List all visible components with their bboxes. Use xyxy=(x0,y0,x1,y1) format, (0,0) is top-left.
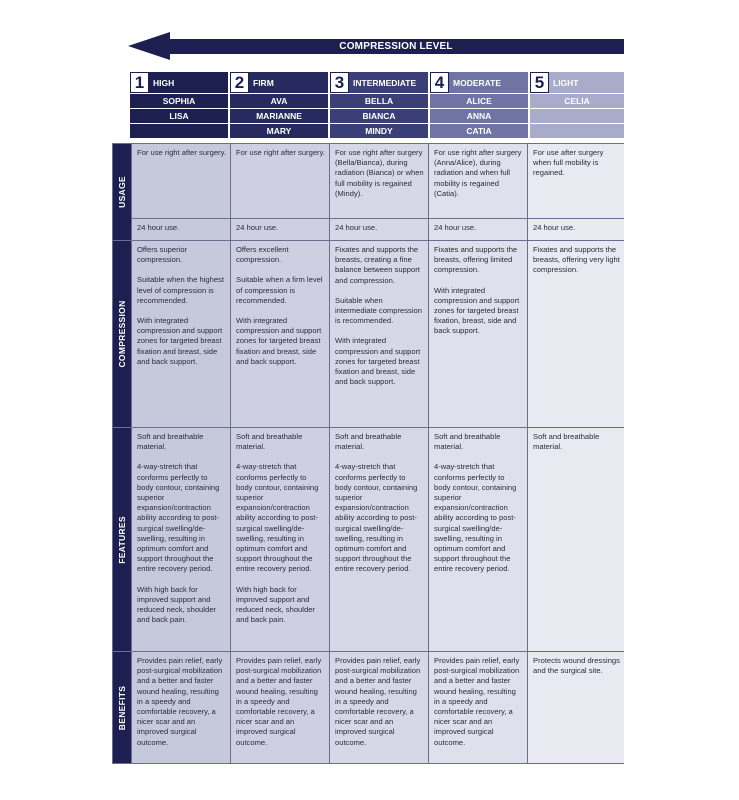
compression-row xyxy=(113,241,623,428)
product-name: SOPHIA xyxy=(130,94,230,108)
features-cell xyxy=(428,428,527,651)
row-label-compression: COMPRESSION xyxy=(113,241,131,427)
features-cell xyxy=(527,428,624,651)
cell-paragraph: Fixates and supports the breasts, offering very light compression. xyxy=(533,245,620,275)
features-cell xyxy=(230,428,329,651)
level-number: 2 xyxy=(230,72,249,93)
arrow-left-icon xyxy=(128,32,170,60)
usage-row xyxy=(113,144,623,241)
usage-text: For use right after surgery. xyxy=(137,148,226,157)
product-names-row xyxy=(130,94,624,108)
benefits-cell xyxy=(428,652,527,763)
product-name: AVA xyxy=(230,94,330,108)
cell-paragraph: Provides pain relief, early post-surgical mobilization and a better and faster wound healing, resulting in a speedy and comfortable recovery, a nicer scar and an improved surgical outcome. xyxy=(236,656,322,747)
product-name: ANNA xyxy=(430,109,530,123)
usage-duration: 24 hour use. xyxy=(330,218,428,240)
product-name xyxy=(530,124,624,138)
cell-paragraph: Provides pain relief, early post-surgical mobilization and a better and faster wound healing, resulting in a speedy and comfortable recovery, a nicer scar and an improved surgical outcome. xyxy=(335,656,421,747)
cell-paragraph: With integrated compression and support zones for targeted breast fixation and breast, side and back support. xyxy=(236,316,322,366)
compression-cell xyxy=(230,241,329,427)
cell-paragraph: Provides pain relief, early post-surgical mobilization and a better and faster wound healing, resulting in a speedy and comfortable recovery, a nicer scar and an improved surgical outcome. xyxy=(137,656,223,747)
level-label: MODERATE xyxy=(453,77,502,88)
level-grid xyxy=(130,72,624,138)
product-name xyxy=(530,109,624,123)
compression-cell xyxy=(131,241,230,427)
level-4-header xyxy=(430,72,530,93)
usage-cell xyxy=(230,144,329,240)
level-label: INTERMEDIATE xyxy=(353,77,417,88)
row-label-usage: USAGE xyxy=(113,144,131,240)
cell-paragraph: 4-way-stretch that conforms perfectly to body contour, containing superior expansion/contraction ability according to post-surgical swelling/de-swelling, resulting in optimum comfort and support throughout the entire recovery period. xyxy=(335,462,418,574)
row-label-benefits: BENEFITS xyxy=(113,652,131,763)
usage-text: For use after surgery when full mobility is regained. xyxy=(533,148,604,178)
level-label: HIGH xyxy=(153,77,175,88)
product-name: MARIANNE xyxy=(230,109,330,123)
compression-level-arrow xyxy=(128,32,624,60)
cell-paragraph: Suitable when intermediate compression is recommended. xyxy=(335,295,422,326)
cell-paragraph: Suitable when the highest level of compression is recommended. xyxy=(137,275,224,305)
product-name: CATIA xyxy=(430,124,530,138)
product-comparison-table xyxy=(112,143,624,764)
product-name: BIANCA xyxy=(330,109,430,123)
level-1-header xyxy=(130,72,230,93)
cell-paragraph: Provides pain relief, early post-surgical mobilization and a better and faster wound healing, resulting in a speedy and comfortable recovery, a nicer scar and an improved surgical outcome. xyxy=(434,656,520,747)
usage-duration: 24 hour use. xyxy=(429,218,527,240)
cell-paragraph: 4-way-stretch that conforms perfectly to body contour, containing superior expansion/contraction ability according to post-surgical swelling/de-swelling, resulting in optimum comfort and support throughout the entire recovery period. xyxy=(236,462,319,574)
cell-paragraph: Suitable when a firm level of compression is recommended. xyxy=(236,275,323,305)
product-name: CELIA xyxy=(530,94,624,108)
cell-paragraph: With integrated compression and support zones for targeted breast fixation and breast, side and back support. xyxy=(335,336,421,387)
benefits-cell xyxy=(131,652,230,763)
product-name: LISA xyxy=(130,109,230,123)
cell-paragraph: 4-way-stretch that conforms perfectly to body contour, containing superior expansion/contraction ability according to post-surgical swelling/de-swelling, resulting in optimum comfort and support throughout the entire recovery period. xyxy=(137,462,220,574)
usage-duration: 24 hour use. xyxy=(528,218,624,240)
usage-cell xyxy=(527,144,624,240)
cell-paragraph: Fixates and supports the breasts, creating a fine balance between support and compression. xyxy=(335,245,420,285)
usage-duration: 24 hour use. xyxy=(231,218,329,240)
usage-duration: 24 hour use. xyxy=(132,218,230,240)
cell-paragraph: Offers superior compression. xyxy=(137,245,188,265)
level-number: 1 xyxy=(130,72,149,93)
usage-text: For use right after surgery (Bella/Bianca), during radiation (Bianca) or when full mobility is regained (Mindy). xyxy=(335,148,424,198)
usage-cell xyxy=(329,144,428,240)
cell-paragraph: Soft and breathable material. xyxy=(434,432,501,452)
compression-level-title: COMPRESSION LEVEL xyxy=(168,39,624,54)
cell-paragraph: With high back for improved support and reduced neck, shoulder and back pain. xyxy=(137,584,216,625)
level-number: 3 xyxy=(330,72,349,93)
row-label-features: FEATURES xyxy=(113,428,131,651)
level-label: FIRM xyxy=(253,77,274,88)
features-cell xyxy=(131,428,230,651)
benefits-row xyxy=(113,652,623,763)
product-name xyxy=(130,124,230,138)
level-5-header xyxy=(530,72,624,93)
features-row xyxy=(113,428,623,652)
cell-paragraph: Soft and breathable material. xyxy=(335,432,402,452)
cell-paragraph: With integrated compression and support zones for targeted breast fixation and breast, side and back support. xyxy=(137,316,223,366)
product-name: MARY xyxy=(230,124,330,138)
usage-cell xyxy=(428,144,527,240)
level-number: 4 xyxy=(430,72,449,93)
benefits-cell xyxy=(527,652,624,763)
level-3-header xyxy=(330,72,430,93)
cell-paragraph: Fixates and supports the breasts, offering limited compression. xyxy=(434,245,518,275)
benefits-cell xyxy=(230,652,329,763)
product-name: ALICE xyxy=(430,94,530,108)
product-names-row xyxy=(130,124,624,138)
cell-paragraph: With high back for improved support and reduced neck, shoulder and back pain. xyxy=(236,584,315,625)
level-header-row xyxy=(130,72,624,93)
product-name: MINDY xyxy=(330,124,430,138)
cell-paragraph: Protects wound dressings and the surgical site. xyxy=(533,656,620,676)
product-name: BELLA xyxy=(330,94,430,108)
level-number: 5 xyxy=(530,72,549,93)
cell-paragraph: Soft and breathable material. xyxy=(236,432,303,452)
level-label: LIGHT xyxy=(553,77,579,88)
level-2-header xyxy=(230,72,330,93)
product-names-row xyxy=(130,109,624,123)
compression-cell xyxy=(329,241,428,427)
benefits-cell xyxy=(329,652,428,763)
compression-cell xyxy=(527,241,624,427)
usage-text: For use right after surgery (Anna/Alice), during radiation and when full mobility is regained (Catia). xyxy=(434,148,522,198)
usage-text: For use right after surgery. xyxy=(236,148,325,157)
usage-cell xyxy=(131,144,230,240)
cell-paragraph: Offers excellent compression. xyxy=(236,245,289,265)
compression-cell xyxy=(428,241,527,427)
cell-paragraph: With integrated compression and support zones for targeted breast fixation, breast, side and back support. xyxy=(434,285,520,336)
cell-paragraph: Soft and breathable material. xyxy=(137,432,204,452)
cell-paragraph: 4-way-stretch that conforms perfectly to body contour, containing superior expansion/contraction ability according to post-surgical swelling/de-swelling, resulting in optimum comfort and support throughout the entire recovery period. xyxy=(434,462,517,574)
cell-paragraph: Soft and breathable material. xyxy=(533,432,600,452)
features-cell xyxy=(329,428,428,651)
